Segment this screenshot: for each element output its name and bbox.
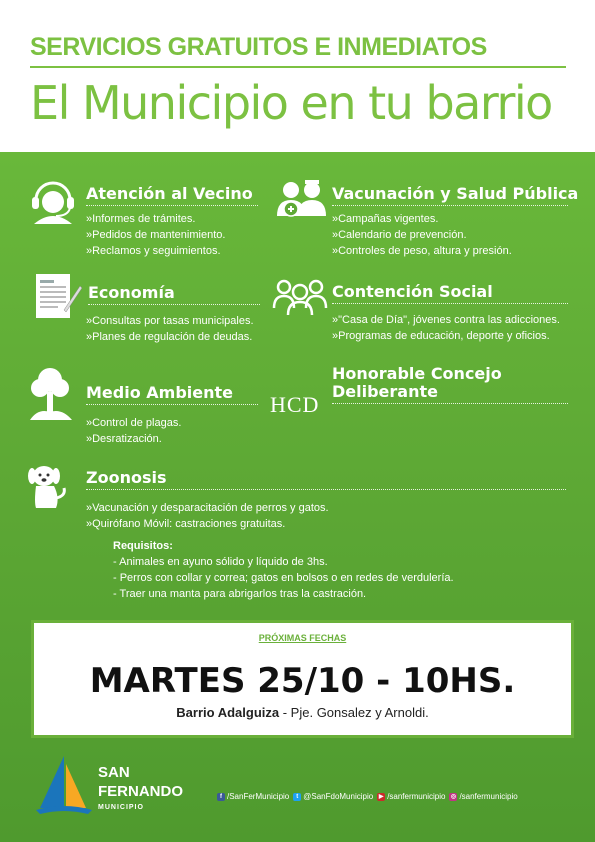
hcd-logo: HCD bbox=[270, 392, 320, 417]
social-facebook[interactable]: f /SanFerMunicipio bbox=[217, 792, 289, 801]
dotted-divider bbox=[86, 489, 566, 490]
list-item: »Campañas vigentes. bbox=[332, 213, 439, 225]
service-items bbox=[86, 500, 329, 532]
list-item: »Planes de regulación de deudas. bbox=[86, 331, 253, 343]
service-title: Medio Ambiente bbox=[86, 383, 234, 402]
list-item: - Perros con collar y correa; gatos en bolsos o en redes de verdulería. bbox=[113, 572, 454, 584]
schedule-place bbox=[34, 705, 571, 720]
schedule-place-name: Barrio Adalguiza bbox=[176, 705, 280, 720]
list-item: »Informes de trámites. bbox=[86, 213, 196, 225]
social-twitter[interactable]: t @SanFdoMunicipio bbox=[293, 792, 373, 801]
dotted-divider bbox=[86, 404, 258, 405]
dotted-divider bbox=[332, 205, 568, 206]
headset-person-icon bbox=[26, 178, 80, 224]
header-divider bbox=[30, 66, 566, 68]
list-item: »Control de plagas. bbox=[86, 417, 182, 429]
schedule-box bbox=[31, 620, 574, 738]
list-item: »Reclamos y seguimientos. bbox=[86, 245, 221, 257]
list-item: »Consultas por tasas municipales. bbox=[86, 315, 254, 327]
dotted-divider bbox=[86, 205, 258, 206]
dog-icon bbox=[26, 462, 70, 510]
logo-line3: MUNICIPIO bbox=[98, 804, 144, 811]
dotted-divider bbox=[88, 304, 260, 305]
list-item: »Desratización. bbox=[86, 433, 162, 445]
headline: El Municipio en tu barrio bbox=[30, 76, 552, 130]
service-title-line2: Deliberante bbox=[332, 382, 438, 401]
list-item: - Animales en ayuno sólido y líquido de 3hs. bbox=[113, 556, 328, 568]
service-title: Atención al Vecino bbox=[86, 184, 253, 203]
facebook-icon: f bbox=[217, 793, 225, 801]
service-title: Vacunación y Salud Pública bbox=[332, 184, 579, 203]
header bbox=[0, 0, 595, 152]
service-items bbox=[86, 211, 225, 259]
list-item: »Programas de educación, deporte y oficios. bbox=[332, 330, 550, 342]
requisitos bbox=[113, 538, 454, 602]
service-title-line1: Honorable Concejo bbox=[332, 364, 502, 383]
requisitos-heading: Requisitos: bbox=[113, 540, 173, 552]
list-item: »"Casa de Día", jóvenes contra las adicciones. bbox=[332, 314, 560, 326]
service-items bbox=[332, 312, 560, 344]
service-title: Economía bbox=[88, 283, 175, 302]
medical-staff-icon bbox=[274, 178, 328, 224]
list-item: - Traer una manta para abrigarlos tras la castración. bbox=[113, 588, 367, 600]
schedule-label: PRÓXIMAS FECHAS bbox=[258, 633, 347, 643]
tree-icon bbox=[28, 364, 74, 422]
tagline: SERVICIOS GRATUITOS E INMEDIATOS bbox=[30, 33, 487, 61]
dotted-divider bbox=[332, 303, 568, 304]
municipio-logo bbox=[34, 756, 194, 822]
schedule-date: MARTES 25/10 - 10HS. bbox=[89, 661, 516, 701]
people-group-icon bbox=[272, 276, 328, 316]
dotted-divider bbox=[332, 403, 568, 404]
youtube-icon: ▶ bbox=[378, 793, 384, 800]
service-title: Contención Social bbox=[332, 282, 493, 301]
social-youtube[interactable]: ▶ /sanfermunicipio bbox=[378, 792, 446, 801]
twitter-icon: t bbox=[293, 793, 301, 801]
schedule-place-address: - Pje. Gonsalez y Arnoldi. bbox=[279, 705, 429, 720]
list-item: »Quirófano Móvil: castraciones gratuitas. bbox=[86, 518, 286, 530]
sail-logo-icon bbox=[34, 756, 94, 818]
service-items bbox=[332, 211, 512, 259]
list-item: »Controles de peso, altura y presión. bbox=[332, 245, 512, 257]
social-instagram[interactable]: ◎ /sanfermunicipio bbox=[450, 792, 518, 801]
instagram-icon: ◎ bbox=[450, 793, 457, 800]
service-items bbox=[86, 313, 254, 345]
logo-line2: FERNANDO bbox=[98, 783, 183, 800]
list-item: »Vacunación y desparacitación de perros y gatos. bbox=[86, 502, 329, 514]
social-links bbox=[217, 792, 518, 801]
service-title: Zoonosis bbox=[86, 468, 167, 487]
list-item: »Calendario de prevención. bbox=[332, 229, 467, 241]
document-pen-icon bbox=[34, 272, 82, 320]
list-item: »Pedidos de mantenimiento. bbox=[86, 229, 226, 241]
logo-line1: SAN bbox=[98, 764, 130, 781]
service-items bbox=[86, 415, 181, 447]
